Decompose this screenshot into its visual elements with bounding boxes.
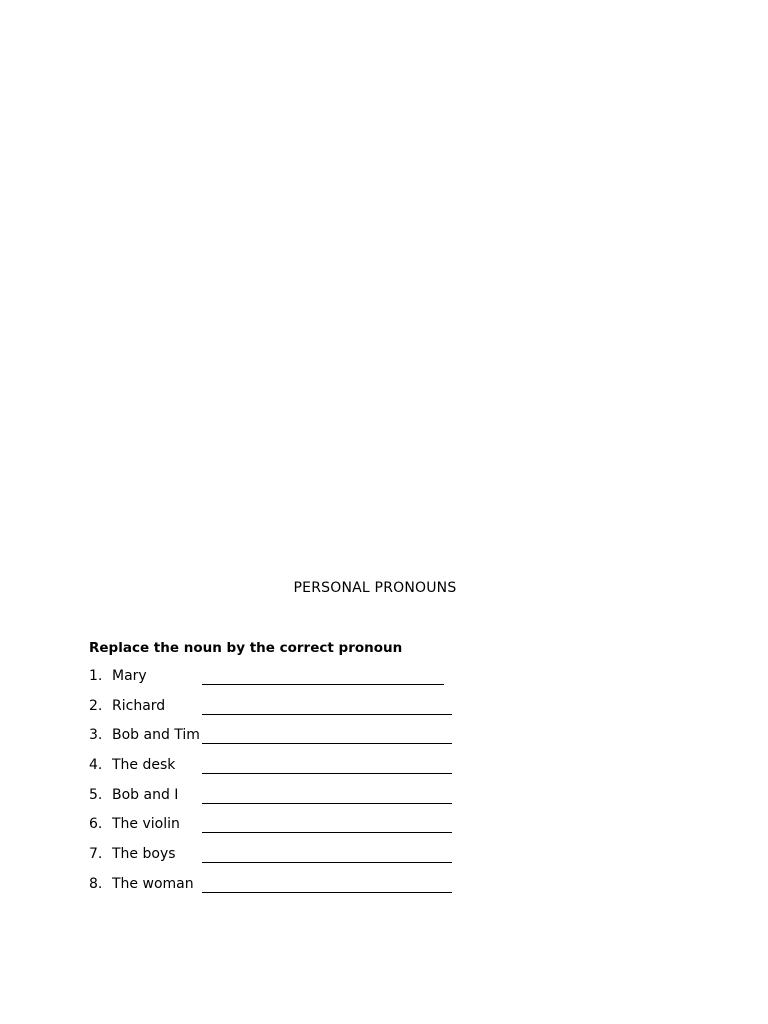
item-noun: The woman (112, 875, 194, 892)
item-number: 5. (89, 786, 103, 803)
answer-line (202, 803, 452, 804)
item-number: 7. (89, 846, 103, 863)
list-item (89, 846, 452, 876)
item-number: 3. (89, 727, 103, 744)
item-noun: The boys (112, 846, 176, 863)
answer-line (202, 684, 444, 685)
answer-line (202, 862, 452, 863)
worksheet-title: PERSONAL PRONOUNS (293, 580, 457, 596)
item-number: 6. (89, 816, 103, 833)
list-item (89, 816, 452, 846)
list-item (89, 668, 452, 698)
item-noun: Bob and Tim (112, 727, 200, 744)
item-noun: Bob and I (112, 786, 179, 803)
list-item (89, 698, 452, 728)
item-number: 8. (89, 875, 103, 892)
item-noun: The desk (112, 757, 176, 774)
item-noun: The violin (112, 816, 180, 833)
item-noun: Richard (112, 697, 166, 714)
item-number: 2. (89, 697, 103, 714)
item-number: 4. (89, 757, 103, 774)
list-item (89, 876, 452, 906)
item-noun: Mary (112, 668, 147, 684)
exercise-list (89, 668, 452, 906)
answer-line (202, 892, 452, 893)
list-item (89, 787, 452, 817)
list-item (89, 727, 452, 757)
answer-line (202, 714, 452, 715)
answer-line (202, 773, 452, 774)
answer-line (202, 743, 452, 744)
answer-line (202, 832, 452, 833)
item-number: 1. (89, 668, 103, 684)
list-item (89, 757, 452, 787)
instruction-text: Replace the noun by the correct pronoun (89, 640, 403, 656)
